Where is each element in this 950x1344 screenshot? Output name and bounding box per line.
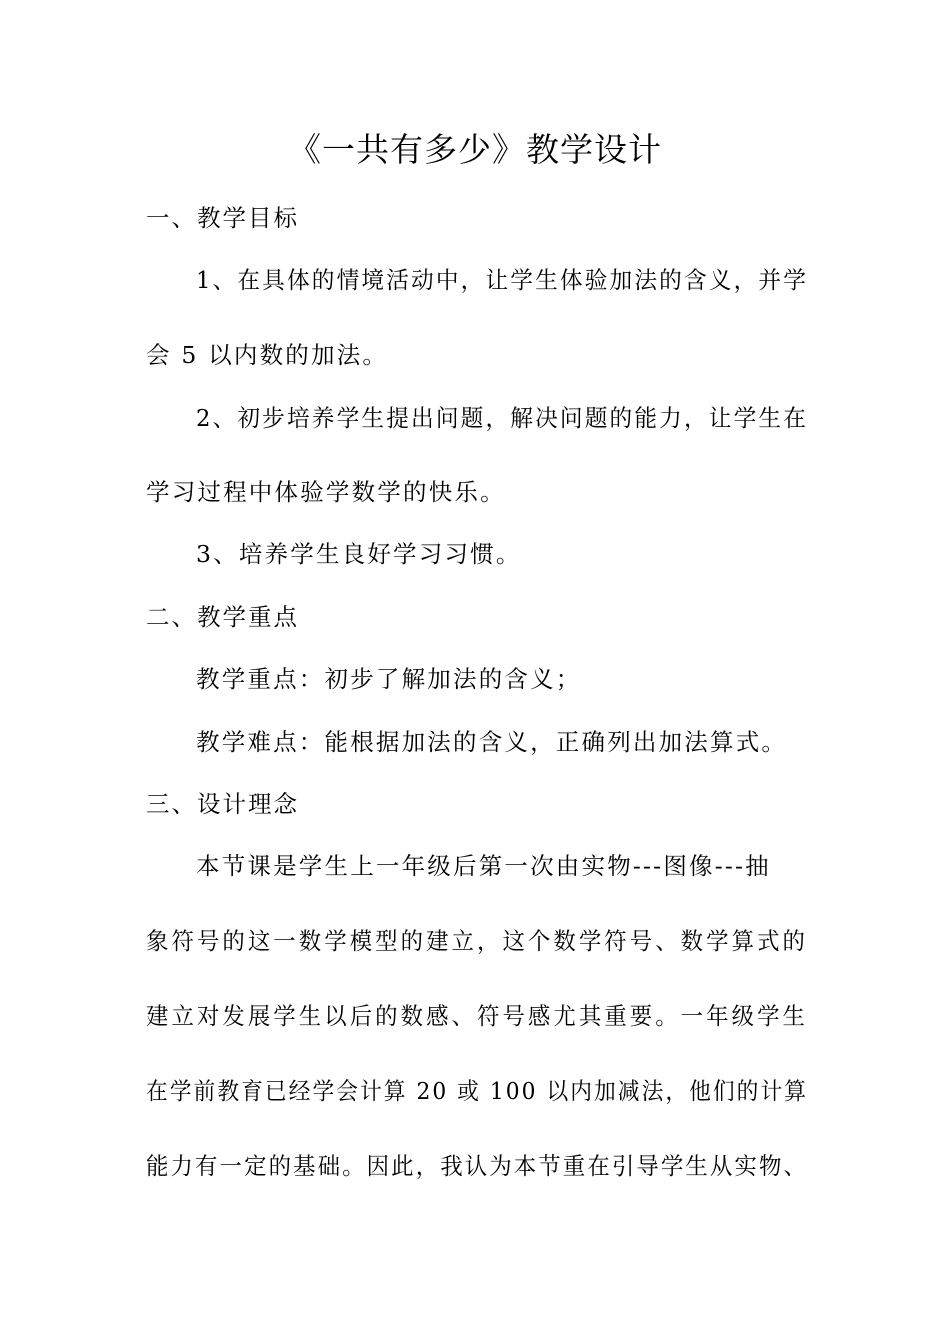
goal-3: 3、培养学生良好学习习惯。 xyxy=(196,540,522,568)
difficult-point: 教学难点：能根据加法的含义，正确列出加法算式。 xyxy=(196,728,788,756)
section-heading-teaching-focus: 二、教学重点 xyxy=(146,603,299,631)
section-heading-teaching-goals: 一、教学目标 xyxy=(146,204,299,232)
key-point: 教学重点：初步了解加法的含义； xyxy=(196,665,582,693)
goal-1-line-2: 会 5 以内数的加法。 xyxy=(146,341,389,369)
goal-1-line-1: 1、在具体的情境活动中，让学生体验加法的含义，并学 xyxy=(196,266,809,294)
goal-2-line-1: 2、初步培养学生提出问题，解决问题的能力，让学生在 xyxy=(196,404,809,432)
concept-paragraph-line-4: 在学前教育已经学会计算 20 或 100 以内加减法，他们的计算 xyxy=(146,1077,809,1105)
concept-paragraph-line-2: 象符号的这一数学模型的建立，这个数学符号、数学算式的 xyxy=(146,927,808,955)
document-title: 《一共有多少》教学设计 xyxy=(288,130,662,169)
concept-paragraph-line-5: 能力有一定的基础。因此，我认为本节重在引导学生从实物、 xyxy=(146,1152,808,1180)
goal-2-line-2: 学习过程中体验学数学的快乐。 xyxy=(146,478,506,506)
concept-paragraph-line-1: 本节课是学生上一年级后第一次由实物---图像---抽 xyxy=(196,852,771,880)
concept-paragraph-line-3: 建立对发展学生以后的数感、符号感尤其重要。一年级学生 xyxy=(146,1002,808,1030)
section-heading-design-concept: 三、设计理念 xyxy=(146,790,299,818)
